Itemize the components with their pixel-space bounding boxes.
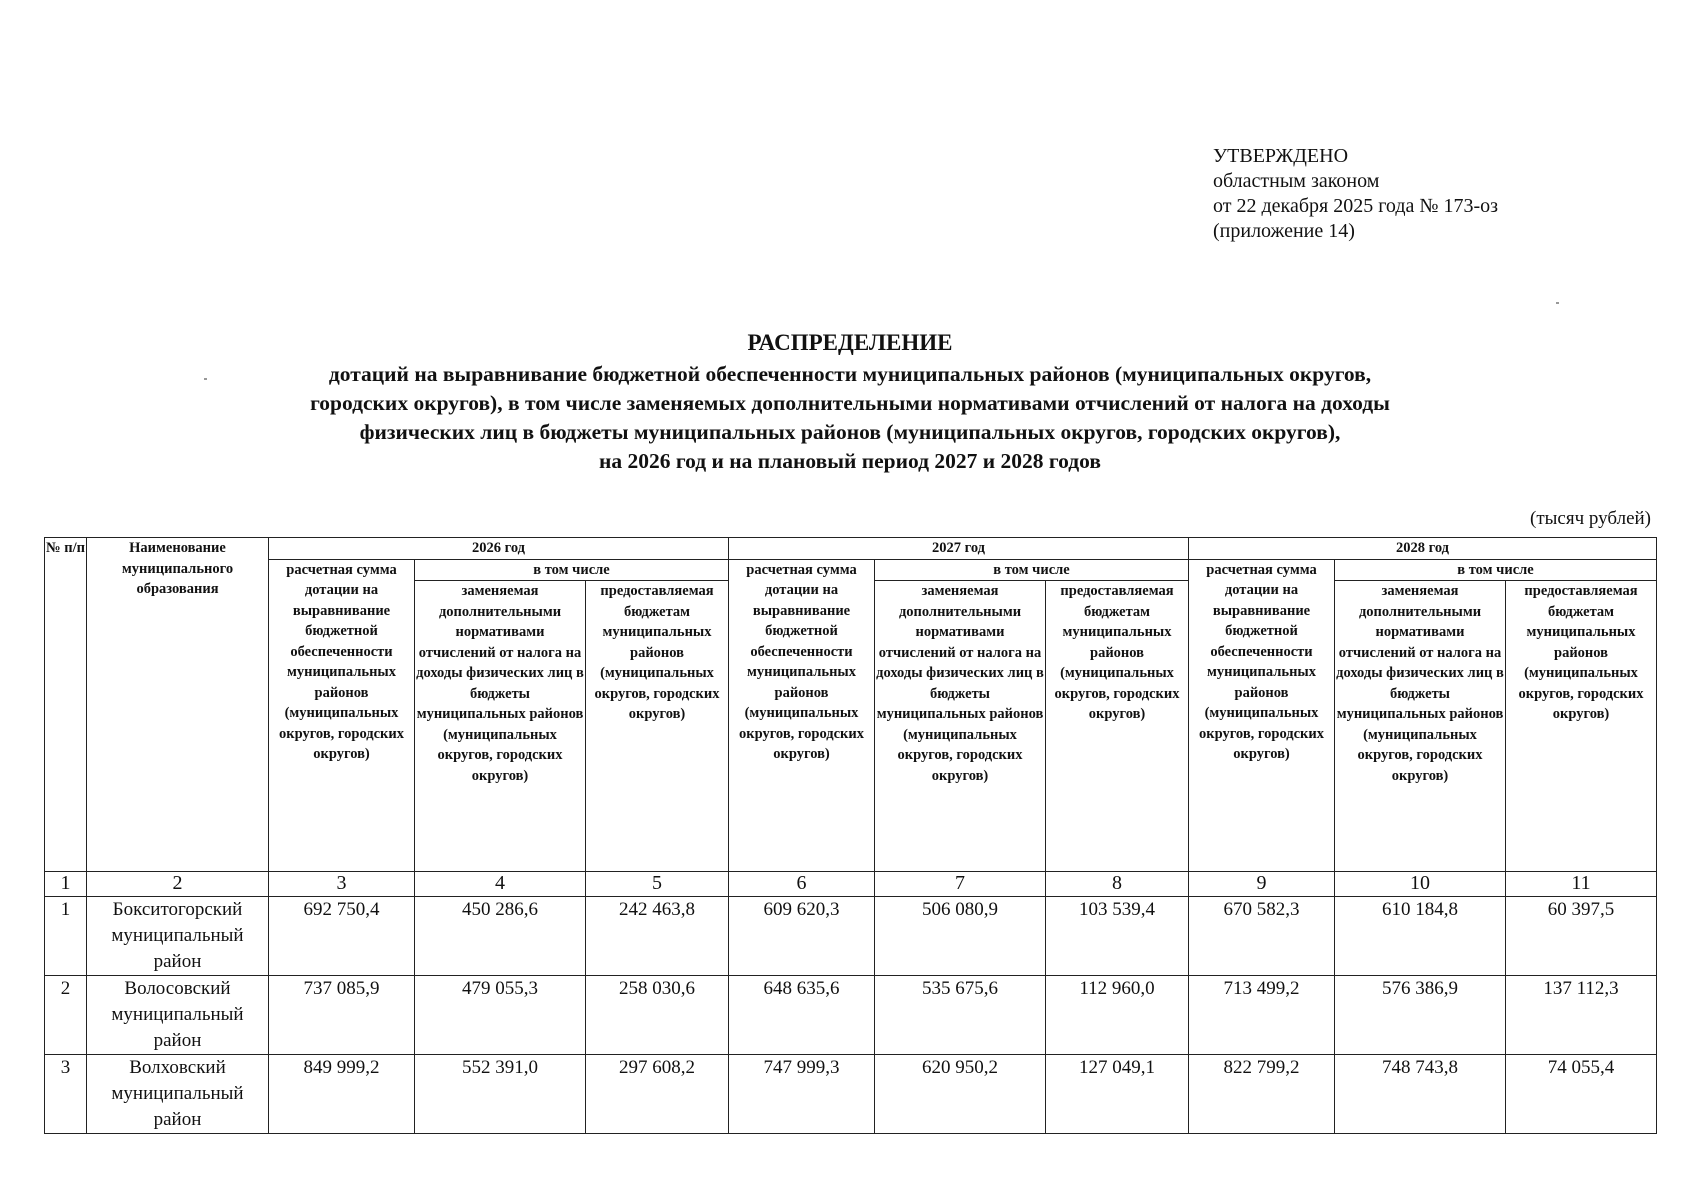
col-number: 7 (875, 872, 1046, 897)
col-number: 4 (415, 872, 586, 897)
value-cell: 822 799,2 (1189, 1055, 1335, 1134)
approval-stamp (1213, 144, 1498, 244)
value-cell: 506 080,9 (875, 897, 1046, 976)
table-row (45, 1055, 1657, 1134)
approval-line-2: областным законом (1213, 170, 1380, 192)
approval-line-4: (приложение 14) (1213, 220, 1355, 242)
value-cell: 137 112,3 (1506, 976, 1657, 1055)
municipality-name: Волосовский муниципальный район (87, 976, 269, 1055)
title-line-3: физических лиц в бюджеты муниципальных районов (муниципальных округов, городских округов), (359, 420, 1341, 444)
header-replaced-2028: заменяемая дополнительными нормативами отчислений от налога на доходы физических лиц в бюджеты муниципальных районов (муниципальных округов, городских округов) (1335, 581, 1506, 872)
value-cell: 576 386,9 (1335, 976, 1506, 1055)
header-calc-2027: расчетная сумма дотации на выравнивание бюджетной обеспеченности муниципальных районов (муниципальных округов, городских округов) (729, 559, 875, 872)
title-line-4: на 2026 год и на плановый период 2027 и 2028 годов (599, 449, 1101, 473)
col-number: 5 (586, 872, 729, 897)
header-name: Наименование муниципального образования (87, 538, 269, 872)
col-number: 6 (729, 872, 875, 897)
col-number: 1 (45, 872, 87, 897)
title-line-1: дотаций на выравнивание бюджетной обеспеченности муниципальных районов (муниципальных округов, (328, 362, 1372, 386)
value-cell: 747 999,3 (729, 1055, 875, 1134)
value-cell: 127 049,1 (1046, 1055, 1189, 1134)
scan-speck (204, 378, 207, 380)
title-line-2: городских округов), в том числе заменяемых дополнительными нормативами отчислений от налога на доходы (310, 391, 1390, 415)
row-index: 3 (45, 1055, 87, 1134)
header-year-2026: 2026 год (269, 538, 729, 560)
value-cell: 60 397,5 (1506, 897, 1657, 976)
value-cell: 692 750,4 (269, 897, 415, 976)
header-provided-2026: предоставляемая бюджетам муниципальных районов (муниципальных округов, городских округов) (586, 581, 729, 872)
distribution-table (44, 537, 1657, 1134)
header-replaced-2026: заменяемая дополнительными нормативами отчислений от налога на доходы физических лиц в бюджеты муниципальных районов (муниципальных округов, городских округов) (415, 581, 586, 872)
value-cell: 74 055,4 (1506, 1055, 1657, 1134)
col-number: 9 (1189, 872, 1335, 897)
value-cell: 609 620,3 (729, 897, 875, 976)
value-cell: 242 463,8 (586, 897, 729, 976)
col-number: 2 (87, 872, 269, 897)
units-label: (тысяч рублей) (1530, 508, 1651, 529)
value-cell: 450 286,6 (415, 897, 586, 976)
header-calc-2026: расчетная сумма дотации на выравнивание бюджетной обеспеченности муниципальных районов (муниципальных округов, городских округов) (269, 559, 415, 872)
value-cell: 713 499,2 (1189, 976, 1335, 1055)
value-cell: 479 055,3 (415, 976, 586, 1055)
title-main: РАСПРЕДЕЛЕНИЕ (747, 330, 953, 355)
table-row (45, 976, 1657, 1055)
value-cell: 748 743,8 (1335, 1055, 1506, 1134)
row-index: 1 (45, 897, 87, 976)
header-including-2028: в том числе (1335, 559, 1657, 581)
col-number: 10 (1335, 872, 1506, 897)
row-index: 2 (45, 976, 87, 1055)
municipality-name: Волховский муниципальный район (87, 1055, 269, 1134)
header-provided-2027: предоставляемая бюджетам муниципальных районов (муниципальных округов, городских округов) (1046, 581, 1189, 872)
col-number: 3 (269, 872, 415, 897)
header-num: № п/п (45, 538, 87, 872)
municipality-name: Бокситогорский муниципальный район (87, 897, 269, 976)
header-including-2026: в том числе (415, 559, 729, 581)
header-calc-2028: расчетная сумма дотации на выравнивание бюджетной обеспеченности муниципальных районов (муниципальных округов, городских округов) (1189, 559, 1335, 872)
header-provided-2028: предоставляемая бюджетам муниципальных районов (муниципальных округов, городских округов) (1506, 581, 1657, 872)
approval-line-1: УТВЕРЖДЕНО (1213, 145, 1349, 167)
scan-speck (1556, 302, 1559, 304)
col-number: 8 (1046, 872, 1189, 897)
approval-line-3: от 22 декабря 2025 года № 173-оз (1213, 195, 1499, 217)
table-row (45, 897, 1657, 976)
header-year-2027: 2027 год (729, 538, 1189, 560)
header-including-2027: в том числе (875, 559, 1189, 581)
value-cell: 258 030,6 (586, 976, 729, 1055)
value-cell: 112 960,0 (1046, 976, 1189, 1055)
value-cell: 737 085,9 (269, 976, 415, 1055)
col-number: 11 (1506, 872, 1657, 897)
header-year-2028: 2028 год (1189, 538, 1657, 560)
value-cell: 648 635,6 (729, 976, 875, 1055)
value-cell: 535 675,6 (875, 976, 1046, 1055)
value-cell: 849 999,2 (269, 1055, 415, 1134)
value-cell: 297 608,2 (586, 1055, 729, 1134)
document-title (140, 328, 1560, 476)
value-cell: 103 539,4 (1046, 897, 1189, 976)
header-replaced-2027: заменяемая дополнительными нормативами отчислений от налога на доходы физических лиц в бюджеты муниципальных районов (муниципальных округов, городских округов) (875, 581, 1046, 872)
value-cell: 552 391,0 (415, 1055, 586, 1134)
value-cell: 670 582,3 (1189, 897, 1335, 976)
value-cell: 610 184,8 (1335, 897, 1506, 976)
value-cell: 620 950,2 (875, 1055, 1046, 1134)
column-numbers-row (45, 872, 1657, 897)
